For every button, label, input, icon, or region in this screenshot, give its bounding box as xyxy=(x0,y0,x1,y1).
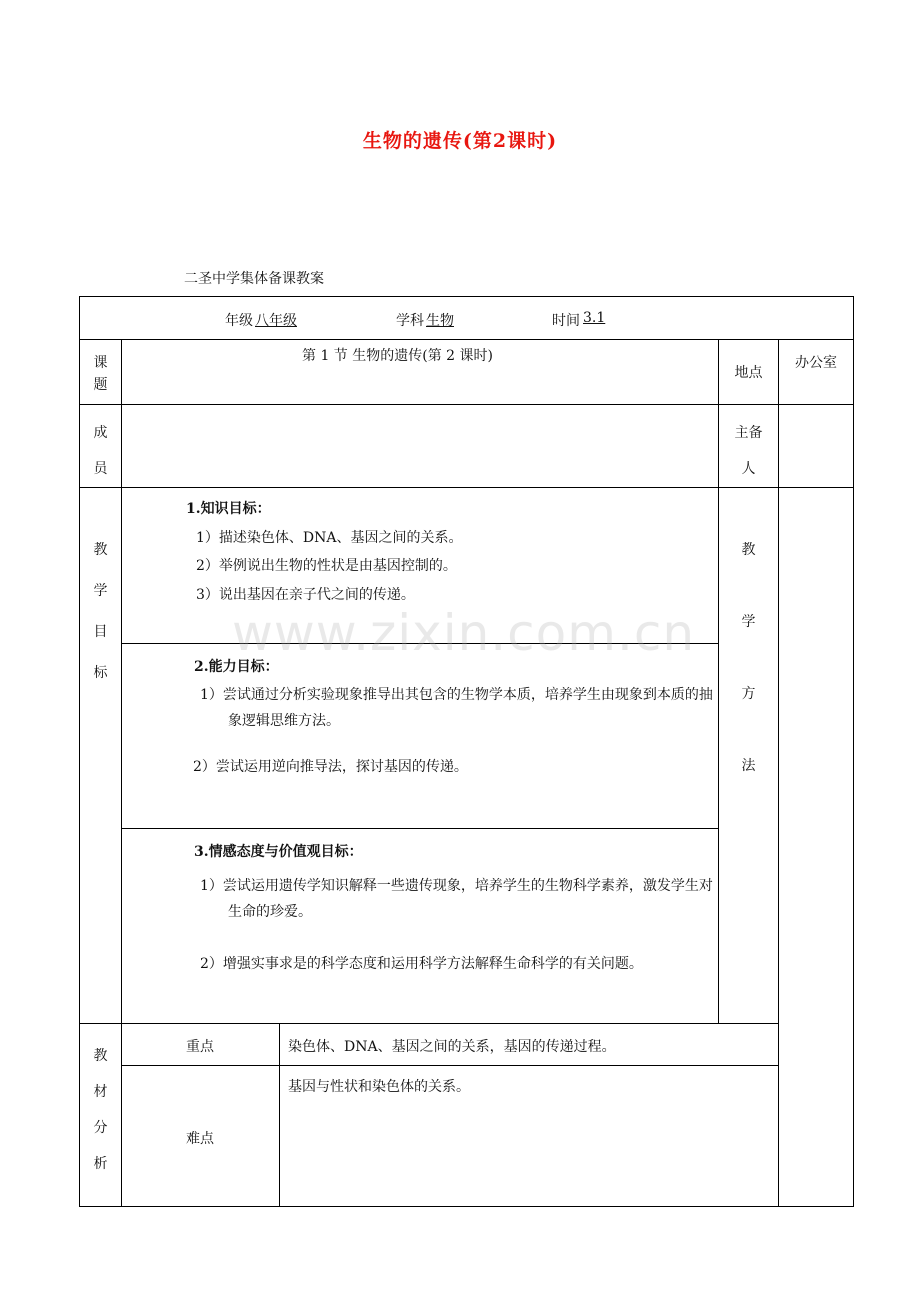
emotion-item-1: 1）尝试运用遗传学知识解释一些遗传现象，培养学生的生物科学素养，激发学生对生命的珍爱。 xyxy=(200,878,713,920)
knowledge-item-2: 2）举例说出生物的性状是由基因控制的。 xyxy=(196,558,457,574)
time-value: 3.1 xyxy=(583,310,606,326)
watermark: www.zixin.com.cn xyxy=(232,604,696,662)
difficulty-value: 基因与性状和染色体的关系。 xyxy=(288,1079,470,1095)
subject-label: 学科 xyxy=(396,313,424,329)
topic-label: 课 题 xyxy=(80,340,122,405)
key-point-label-cell xyxy=(122,1024,280,1066)
knowledge-item-3: 3）说出基因在亲子代之间的传递。 xyxy=(196,587,415,603)
ability-heading: 2.能力目标： xyxy=(194,659,279,675)
time-label: 时间 xyxy=(552,313,580,329)
method-label: 教 学 方 法 xyxy=(719,488,779,1024)
header-row xyxy=(80,297,854,340)
grade-label: 年级 xyxy=(225,313,253,329)
ability-goals-cell xyxy=(122,644,719,829)
school-subtitle: 二圣中学集体备课教案 xyxy=(184,271,324,287)
members-value xyxy=(122,405,719,488)
topic-value: 第 1 节 生物的遗传(第 2 课时) xyxy=(302,348,493,364)
key-point-value-cell xyxy=(280,1024,779,1066)
key-point-label: 重点 xyxy=(186,1039,214,1055)
place-label-cell xyxy=(719,340,779,405)
grade-value: 八年级 xyxy=(255,313,297,329)
main-prep-value xyxy=(779,405,854,488)
place-value-cell xyxy=(779,340,854,405)
difficulty-value-cell xyxy=(280,1066,779,1207)
topic-value-cell xyxy=(122,340,719,405)
ability-item-2: 2）尝试运用逆向推导法，探讨基因的传递。 xyxy=(193,759,468,775)
subject-value: 生物 xyxy=(426,313,454,329)
ability-item-1: 1）尝试通过分析实验现象推导出其包含的生物学本质，培养学生由现象到本质的抽象逻辑思维方法。 xyxy=(200,687,713,729)
place-label: 地点 xyxy=(734,365,763,381)
members-label: 成 员 xyxy=(80,405,122,488)
page-title: 生物的遗传(第2课时) xyxy=(362,130,558,152)
difficulty-label-cell xyxy=(122,1066,280,1207)
main-prep-label: 主备 人 xyxy=(719,405,779,488)
materials-label: 教 材 分 析 xyxy=(80,1024,122,1207)
emotion-heading: 3.情感态度与价值观目标： xyxy=(194,844,363,860)
knowledge-goals-cell xyxy=(122,488,719,644)
difficulty-label: 难点 xyxy=(186,1131,214,1147)
key-point-value: 染色体、DNA、基因之间的关系，基因的传递过程。 xyxy=(288,1039,616,1055)
goals-label: 教 学 目 标 xyxy=(80,488,122,1024)
emotion-goals-cell xyxy=(122,829,719,1024)
knowledge-heading: 1.知识目标： xyxy=(186,501,271,517)
knowledge-item-1: 1）描述染色体、DNA、基因之间的关系。 xyxy=(196,530,463,546)
emotion-item-2: 2）增强实事求是的科学态度和运用科学方法解释生命科学的有关问题。 xyxy=(200,956,643,972)
place-value: 办公室 xyxy=(795,355,838,371)
lesson-plan-table xyxy=(79,296,854,1207)
method-value xyxy=(779,488,854,1207)
